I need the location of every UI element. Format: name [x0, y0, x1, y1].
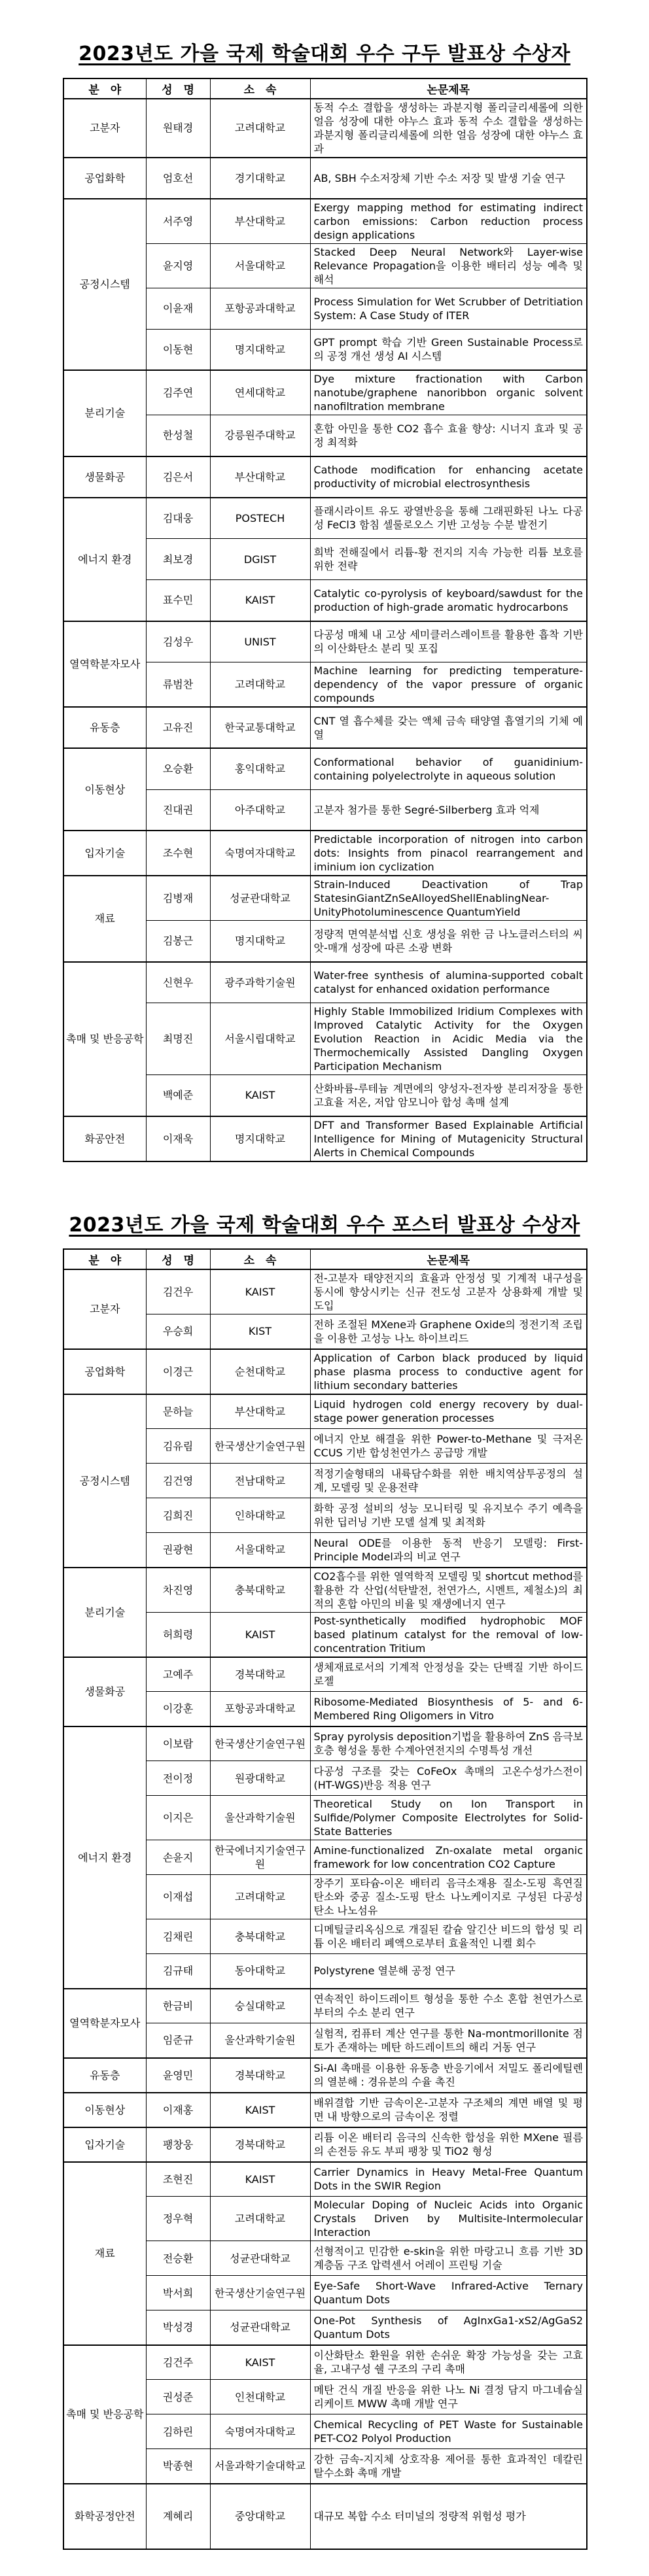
affiliation-cell: 서울대학교	[210, 1533, 310, 1568]
name-cell: 김하린	[146, 2414, 210, 2449]
table-row	[63, 962, 587, 1003]
name-cell: 우승희	[146, 1314, 210, 1349]
field-cell: 재료	[63, 2162, 146, 2345]
affiliation-cell: 한국생산기술연구원	[210, 1726, 310, 1761]
table-row	[63, 498, 587, 539]
paper-title-cell: Theoretical Study on Ion Transport in Sulfide/Polymer Composite Electrolytes for Solid-State Batteries	[310, 1796, 587, 1840]
affiliation-cell: KAIST	[210, 580, 310, 621]
paper-title-cell: 화학 공정 설비의 성능 모니터링 및 유지보수 주기 예측을 위한 딥러닝 기반 모델 설계 및 최적화	[310, 1498, 587, 1533]
field-cell: 유동층	[63, 2058, 146, 2093]
name-cell: 김건주	[146, 2345, 210, 2380]
paper-title-cell: Exergy mapping method for estimating indirect carbon emissions: Carbon reduction process design applications	[310, 199, 587, 244]
paper-title-cell: Si-Al 촉매를 이용한 유동층 반응기에서 저밀도 폴리에틸렌의 열분해 : 경유분의 수율 촉진	[310, 2058, 587, 2093]
field-cell: 입자기술	[63, 2127, 146, 2162]
paper-title-cell: 희박 전해질에서 리튬-황 전지의 지속 가능한 리튬 보호를 위한 전략	[310, 539, 587, 580]
column-header-name: 성 명	[146, 78, 210, 99]
name-cell: 김채린	[146, 1919, 210, 1954]
name-cell: 이동현	[146, 329, 210, 370]
paper-title-cell: Cathode modification for enhancing acetate productivity of microbial electrosynthesis	[310, 456, 587, 498]
table-row	[63, 1269, 587, 1314]
paper-title-cell: Amine-functionalized Zn-oxalate metal organic framework for low concentration CO2 Capture	[310, 1840, 587, 1875]
field-cell: 이동현상	[63, 748, 146, 831]
paper-title-cell: Water-free synthesis of alumina-supported cobalt catalyst for enhanced oxidation performance	[310, 962, 587, 1003]
paper-title-cell: Machine learning for predicting temperature-dependency of the vapor pressure of organic compounds	[310, 662, 587, 708]
name-cell: 조수현	[146, 831, 210, 876]
name-cell: 손윤지	[146, 1840, 210, 1875]
paper-title-cell: 연속적인 하이드레이트 형성을 통한 수소 혼합 천연가스로부터의 수소 분리 연구	[310, 1989, 587, 2023]
paper-title-cell: Molecular Doping of Nucleic Acids into Organic Crystals Driven by Multisite-Intermolecular Interaction	[310, 2197, 587, 2241]
paper-title-cell: 선형적이고 민감한 e-skin을 위한 마랑고니 흐름 기반 3D 계층돔 구조 압력센서 어레이 프린팅 기술	[310, 2241, 587, 2276]
field-cell: 화공안전	[63, 1116, 146, 1161]
column-header-name: 성 명	[146, 1249, 210, 1269]
table-row	[63, 1726, 587, 1761]
table-row	[63, 99, 587, 158]
paper-title-cell: 혼합 아민을 통한 CO2 흡수 효율 향상: 시너지 효과 및 공정 최적화	[310, 415, 587, 456]
oral-awards-header	[63, 78, 587, 99]
paper-title-cell: 리튬 이온 배터리 음극의 신속한 합성을 위한 MXene 필름의 손전등 유도 부피 팽창 및 TiO2 형성	[310, 2127, 587, 2162]
name-cell: 한성철	[146, 415, 210, 456]
oral-awards-title: 2023년도 가을 국제 학술대회 우수 구두 발표상 수상자	[79, 43, 570, 65]
affiliation-cell: 광주과학기술원	[210, 962, 310, 1003]
paper-title-cell: 동적 수소 결합을 생성하는 과분지형 폴리글리세롤에 의한 얼음 성장에 대한 야누스 효과 동적 수소 결합을 생성하는 과분지형 폴리글리세롤에 의한 얼음 성장에 대한 야누스 효과	[310, 99, 587, 158]
name-cell: 김봉근	[146, 921, 210, 962]
paper-title-cell: Highly Stable Immobilized Iridium Complexes with Improved Catalytic Activity for the Oxygen Evolution Reaction in Acidic Media via the Thermochemically Assisted Dangling Oxygen Participation Mechanism	[310, 1003, 587, 1075]
table-row	[63, 707, 587, 748]
affiliation-cell: 경북대학교	[210, 2058, 310, 2093]
table-row	[63, 158, 587, 199]
name-cell: 류범찬	[146, 662, 210, 708]
affiliation-cell: 강릉원주대학교	[210, 415, 310, 456]
affiliation-cell: POSTECH	[210, 498, 310, 539]
table-row	[63, 2058, 587, 2093]
paper-title-cell: DFT and Transformer Based Explainable Artificial Intelligence for Mining of Mutagenicity Structural Alerts in Chemical Compounds	[310, 1116, 587, 1161]
paper-title-cell: Chemical Recycling of PET Waste for Sustainable PET-CO2 Polyol Production	[310, 2414, 587, 2449]
name-cell: 차진영	[146, 1568, 210, 1613]
column-header-affiliation: 소 속	[210, 78, 310, 99]
affiliation-cell: 고려대학교	[210, 2197, 310, 2241]
affiliation-cell: 충북대학교	[210, 1568, 310, 1613]
paper-title-cell: Predictable incorporation of nitrogen into carbon dots: Insights from pinacol rearrangement and iminium ion cyclization	[310, 831, 587, 876]
affiliation-cell: 명지대학교	[210, 1116, 310, 1161]
name-cell: 김건영	[146, 1464, 210, 1498]
table-row	[63, 2127, 587, 2162]
name-cell: 권성준	[146, 2380, 210, 2414]
paper-title-cell: 전-고분자 태양전지의 효율과 안정성 및 기계적 내구성을 동시에 향상시키는 신규 전도성 고분자 상용화제 개발 및 도입	[310, 1269, 587, 1314]
table-row	[63, 621, 587, 662]
affiliation-cell: 울산과학기술원	[210, 2023, 310, 2058]
name-cell: 오승환	[146, 748, 210, 789]
paper-title-cell: 적정기술형태의 내륙담수화를 위한 배치역삼투공정의 설계, 모델링 및 운용전략	[310, 1464, 587, 1498]
paper-title-cell: 생체재료로서의 기계적 안정성을 갖는 단백질 기반 하이드로젤	[310, 1657, 587, 1692]
name-cell: 최보경	[146, 539, 210, 580]
field-cell: 이동현상	[63, 2093, 146, 2127]
table-row	[63, 456, 587, 498]
affiliation-cell: 연세대학교	[210, 370, 310, 415]
paper-title-cell: Ribosome-Mediated Biosynthesis of 5- and 6-Membered Ring Oligomers in Vitro	[310, 1692, 587, 1726]
name-cell: 계혜리	[146, 2484, 210, 2549]
poster-awards-title: 2023년도 가을 국제 학술대회 우수 포스터 발표상 수상자	[69, 1213, 580, 1237]
field-cell: 공정시스템	[63, 1394, 146, 1568]
name-cell: 전승환	[146, 2241, 210, 2276]
paper-title-cell: 정량적 면역분석법 신호 생성을 위한 금 나노클러스터의 씨앗-매개 성장에 따른 소광 변화	[310, 921, 587, 962]
name-cell: 김대웅	[146, 498, 210, 539]
affiliation-cell: 인천대학교	[210, 2380, 310, 2414]
field-cell: 화학공정안전	[63, 2484, 146, 2549]
name-cell: 문하늘	[146, 1394, 210, 1429]
affiliation-cell: 포항공과대학교	[210, 1692, 310, 1726]
name-cell: 김건우	[146, 1269, 210, 1314]
field-cell: 분리기술	[63, 370, 146, 456]
paper-title-cell: Post-synthetically modified hydrophobic MOF based platinum catalyst for the removal of low-concentration Tritium	[310, 1612, 587, 1657]
paper-title-cell: Spray pyrolysis deposition기법을 활용하여 ZnS 음극보호층 형성을 통한 수계아연전지의 수명특성 개선	[310, 1726, 587, 1761]
field-cell: 에너지 환경	[63, 1726, 146, 1989]
affiliation-cell: UNIST	[210, 621, 310, 662]
name-cell: 김희진	[146, 1498, 210, 1533]
affiliation-cell: 고려대학교	[210, 99, 310, 158]
paper-title-cell: 대규모 복합 수소 터미널의 정량적 위험성 평가	[310, 2484, 587, 2549]
affiliation-cell: 성균관대학교	[210, 2310, 310, 2345]
name-cell: 허희령	[146, 1612, 210, 1657]
paper-title-cell: Conformational behavior of guanidinium-containing polyelectrolyte in aqueous solution	[310, 748, 587, 789]
paper-title-cell: 메탄 건식 개질 반응을 위한 나노 Ni 결정 담지 마그네슘실리케이트 MWW 촉매 개발 연구	[310, 2380, 587, 2414]
paper-title-cell: Polystyrene 열분해 공정 연구	[310, 1954, 587, 1989]
name-cell: 고유진	[146, 707, 210, 748]
name-cell: 박종현	[146, 2449, 210, 2484]
affiliation-cell: 서울과학기술대학교	[210, 2449, 310, 2484]
affiliation-cell: 포항공과대학교	[210, 288, 310, 329]
name-cell: 김병재	[146, 876, 210, 921]
affiliation-cell: KAIST	[210, 1269, 310, 1314]
paper-title-cell: One-Pot Synthesis of AgInxGa1-xS2/AgGaS2 Quantum Dots	[310, 2310, 587, 2345]
affiliation-cell: 중앙대학교	[210, 2484, 310, 2549]
paper-title-cell: 다공성 매체 내 고상 세미클러스레이트를 활용한 흡착 기반의 이산화탄소 분리 및 포집	[310, 621, 587, 662]
paper-title-cell: CO2흡수를 위한 열역학적 모델링 및 shortcut method를 활용한 각 산업(석탄발전, 천연가스, 시멘트, 제철소)의 최적의 혼합 아민의 비율 및 재생에너지 연구	[310, 1568, 587, 1613]
affiliation-cell: 성균관대학교	[210, 2241, 310, 2276]
name-cell: 이재섭	[146, 1875, 210, 1919]
name-cell: 박서희	[146, 2276, 210, 2310]
column-header-field: 분 야	[63, 1249, 146, 1269]
affiliation-cell: KAIST	[210, 1075, 310, 1116]
field-cell: 고분자	[63, 1269, 146, 1349]
paper-title-cell: Catalytic co-pyrolysis of keyboard/sawdust for the production of high-grade aromatic hydrocarbons	[310, 580, 587, 621]
field-cell: 열역학분자모사	[63, 1989, 146, 2058]
paper-title-cell: CNT 열 흡수체를 갖는 액체 금속 태양열 흡열기의 기체 예열	[310, 707, 587, 748]
paper-title-cell: Application of Carbon black produced by liquid phase plasma process to conductive agent for lithium secondary batteries	[310, 1349, 587, 1394]
paper-title-cell: 전하 조절된 MXene과 Graphene Oxide의 정전기적 조립을 이용한 고성능 나노 하이브리드	[310, 1314, 587, 1349]
paper-title-cell: 에너지 안보 해결을 위한 Power-to-Methane 및 극저온 CCUS 기반 합성천연가스 공급망 개발	[310, 1429, 587, 1464]
name-cell: 고예주	[146, 1657, 210, 1692]
field-cell: 생물화공	[63, 456, 146, 498]
name-cell: 서주영	[146, 199, 210, 244]
table-row	[63, 1116, 587, 1161]
name-cell: 한금비	[146, 1989, 210, 2023]
affiliation-cell: 숭실대학교	[210, 1989, 310, 2023]
field-cell: 공업화학	[63, 1349, 146, 1394]
affiliation-cell: DGIST	[210, 539, 310, 580]
paper-title-cell: 산화바륨-루테늄 계면에의 양성자-전자쌍 분리저장을 통한 고효율 저온, 저압 암모니아 합성 촉매 설계	[310, 1075, 587, 1116]
affiliation-cell: KAIST	[210, 2093, 310, 2127]
column-header-field: 분 야	[63, 78, 146, 99]
affiliation-cell: 부산대학교	[210, 456, 310, 498]
poster-awards-header	[63, 1249, 587, 1269]
poster-awards-body	[63, 1269, 587, 2549]
affiliation-cell: KAIST	[210, 2162, 310, 2197]
name-cell: 이지은	[146, 1796, 210, 1840]
affiliation-cell: 전남대학교	[210, 1464, 310, 1498]
field-cell: 촉매 및 반응공학	[63, 2345, 146, 2484]
table-row	[63, 1657, 587, 1692]
name-cell: 원태경	[146, 99, 210, 158]
name-cell: 팽창웅	[146, 2127, 210, 2162]
oral-awards-table	[63, 78, 588, 1162]
paper-title-cell: Eye-Safe Short-Wave Infrared-Active Ternary Quantum Dots	[310, 2276, 587, 2310]
affiliation-cell: 원광대학교	[210, 1761, 310, 1796]
affiliation-cell: 명지대학교	[210, 921, 310, 962]
paper-title-cell: 디메틸글리옥심으로 개질된 칼슘 알긴산 비드의 합성 및 리튬 이온 배터리 폐액으로부터 효율적인 니켈 회수	[310, 1919, 587, 1954]
affiliation-cell: 고려대학교	[210, 1875, 310, 1919]
affiliation-cell: 경북대학교	[210, 2127, 310, 2162]
paper-title-cell: 실험적, 컴퓨터 계산 연구를 통한 Na-montmorillonite 점토가 존재하는 메탄 하드레이트의 해리 거동 연구	[310, 2023, 587, 2058]
name-cell: 김유림	[146, 1429, 210, 1464]
paper-title-cell: Process Simulation for Wet Scrubber of Detritiation System: A Case Study of ITER	[310, 288, 587, 329]
table-row	[63, 370, 587, 415]
affiliation-cell: 충북대학교	[210, 1919, 310, 1954]
affiliation-cell: 순천대학교	[210, 1349, 310, 1394]
name-cell: 백예준	[146, 1075, 210, 1116]
column-header-paper: 논문제목	[310, 1249, 587, 1269]
paper-title-cell: AB, SBH 수소저장체 기반 수소 저장 및 발생 기술 연구	[310, 158, 587, 199]
table-row	[63, 2093, 587, 2127]
affiliation-cell: 서울시립대학교	[210, 1003, 310, 1075]
name-cell: 이윤재	[146, 288, 210, 329]
name-cell: 윤영민	[146, 2058, 210, 2093]
name-cell: 김주연	[146, 370, 210, 415]
name-cell: 이경근	[146, 1349, 210, 1394]
name-cell: 윤지영	[146, 243, 210, 288]
affiliation-cell: 인하대학교	[210, 1498, 310, 1533]
paper-title-cell: 플래시라이트 유도 광열반응을 통해 그래핀화된 나노 다공성 FeCl3 함침 셀룰로오스 기반 고성능 수분 발전기	[310, 498, 587, 539]
name-cell: 이재욱	[146, 1116, 210, 1161]
affiliation-cell: 부산대학교	[210, 1394, 310, 1429]
field-cell: 분리기술	[63, 1568, 146, 1657]
affiliation-cell: 명지대학교	[210, 329, 310, 370]
name-cell: 진대권	[146, 789, 210, 831]
paper-title-cell: 강한 금속-지지체 상호작용 제어를 통한 효과적인 데칼린 탈수소화 촉매 개발	[310, 2449, 587, 2484]
name-cell: 전이정	[146, 1761, 210, 1796]
paper-title-cell: 다공성 구조를 갖는 CoFeOx 촉매의 고온수성가스전이 (HT-WGS)반응 적용 연구	[310, 1761, 587, 1796]
field-cell: 입자기술	[63, 831, 146, 876]
affiliation-cell: 동아대학교	[210, 1954, 310, 1989]
table-row	[63, 2345, 587, 2380]
name-cell: 박성경	[146, 2310, 210, 2345]
table-row	[63, 1349, 587, 1394]
affiliation-cell: 고려대학교	[210, 662, 310, 708]
paper-title-cell: Carrier Dynamics in Heavy Metal-Free Quantum Dots in the SWIR Region	[310, 2162, 587, 2197]
name-cell: 김성우	[146, 621, 210, 662]
field-cell: 재료	[63, 876, 146, 962]
table-row	[63, 2162, 587, 2197]
field-cell: 생물화공	[63, 1657, 146, 1726]
affiliation-cell: 서울대학교	[210, 243, 310, 288]
field-cell: 공업화학	[63, 158, 146, 199]
poster-awards-table	[63, 1248, 588, 2550]
affiliation-cell: KAIST	[210, 2345, 310, 2380]
table-row	[63, 1568, 587, 1613]
affiliation-cell: 한국생산기술연구원	[210, 2276, 310, 2310]
oral-awards-body	[63, 99, 587, 1161]
field-cell: 열역학분자모사	[63, 621, 146, 708]
table-row	[63, 199, 587, 244]
table-row	[63, 2484, 587, 2549]
name-cell: 임준규	[146, 2023, 210, 2058]
affiliation-cell: KIST	[210, 1314, 310, 1349]
table-row	[63, 1989, 587, 2023]
paper-title-cell: 고분자 첨가를 통한 Segré-Silberberg 효과 억제	[310, 789, 587, 831]
name-cell: 최명진	[146, 1003, 210, 1075]
paper-title-cell: 배위결합 기반 금속이온-고분자 구조체의 계면 배열 및 평면 내 방향으로의 금속이온 정렬	[310, 2093, 587, 2127]
name-cell: 정우혁	[146, 2197, 210, 2241]
table-row	[63, 1394, 587, 1429]
paper-title-cell: 장주기 포타슘-이온 배터리 음극소재용 질소-도핑 흑연질 탄소와 중공 질소-도핑 탄소 나노케이지로 구성된 다공성 탄소 나노섬유	[310, 1875, 587, 1919]
name-cell: 엄호선	[146, 158, 210, 199]
field-cell: 에너지 환경	[63, 498, 146, 621]
affiliation-cell: 한국생산기술연구원	[210, 1429, 310, 1464]
affiliation-cell: 홍익대학교	[210, 748, 310, 789]
name-cell: 김규태	[146, 1954, 210, 1989]
paper-title-cell: Strain-Induced Deactivation of Trap StatesinGiantZnSeAlloyedShellEnablingNear-UnityPhotoluminescence QuantumYield	[310, 876, 587, 921]
field-cell: 촉매 및 반응공학	[63, 962, 146, 1116]
paper-title-cell: Stacked Deep Neural Network와 Layer-wise Relevance Propagation을 이용한 배터리 성능 예측 및 해석	[310, 243, 587, 288]
affiliation-cell: 경기대학교	[210, 158, 310, 199]
header-row	[63, 78, 587, 99]
affiliation-cell: 숙명여자대학교	[210, 831, 310, 876]
paper-title-cell: GPT prompt 학습 기반 Green Sustainable Process로의 공정 개선 생성 AI 시스템	[310, 329, 587, 370]
table-row	[63, 831, 587, 876]
affiliation-cell: 한국교통대학교	[210, 707, 310, 748]
field-cell: 고분자	[63, 99, 146, 158]
paper-title-cell: 이산화탄소 환원을 위한 손쉬운 확장 가능성을 갖는 고효율, 고내구성 쉘 구조의 구리 촉매	[310, 2345, 587, 2380]
header-row	[63, 1249, 587, 1269]
paper-title-cell: Neural ODE를 이용한 동적 반응기 모델링: First-Principle Model과의 비교 연구	[310, 1533, 587, 1568]
column-header-affiliation: 소 속	[210, 1249, 310, 1269]
table-row	[63, 748, 587, 789]
column-header-paper: 논문제목	[310, 78, 587, 99]
paper-title-cell: Liquid hydrogen cold energy recovery by dual-stage power generation processes	[310, 1394, 587, 1429]
affiliation-cell: 경북대학교	[210, 1657, 310, 1692]
affiliation-cell: KAIST	[210, 1612, 310, 1657]
affiliation-cell: 성균관대학교	[210, 876, 310, 921]
field-cell: 공정시스템	[63, 199, 146, 371]
name-cell: 김은서	[146, 456, 210, 498]
name-cell: 표수민	[146, 580, 210, 621]
table-row	[63, 876, 587, 921]
name-cell: 이강훈	[146, 1692, 210, 1726]
name-cell: 권광현	[146, 1533, 210, 1568]
name-cell: 이재홍	[146, 2093, 210, 2127]
affiliation-cell: 아주대학교	[210, 789, 310, 831]
field-cell: 유동층	[63, 707, 146, 748]
paper-title-cell: Dye mixture fractionation with Carbon nanotube/graphene nanoribbon organic solvent nanofiltration membrane	[310, 370, 587, 415]
affiliation-cell: 부산대학교	[210, 199, 310, 244]
name-cell: 신현우	[146, 962, 210, 1003]
affiliation-cell: 숙명여자대학교	[210, 2414, 310, 2449]
affiliation-cell: 한국에너지기술연구원	[210, 1840, 310, 1875]
name-cell: 조현진	[146, 2162, 210, 2197]
affiliation-cell: 울산과학기술원	[210, 1796, 310, 1840]
name-cell: 이보람	[146, 1726, 210, 1761]
